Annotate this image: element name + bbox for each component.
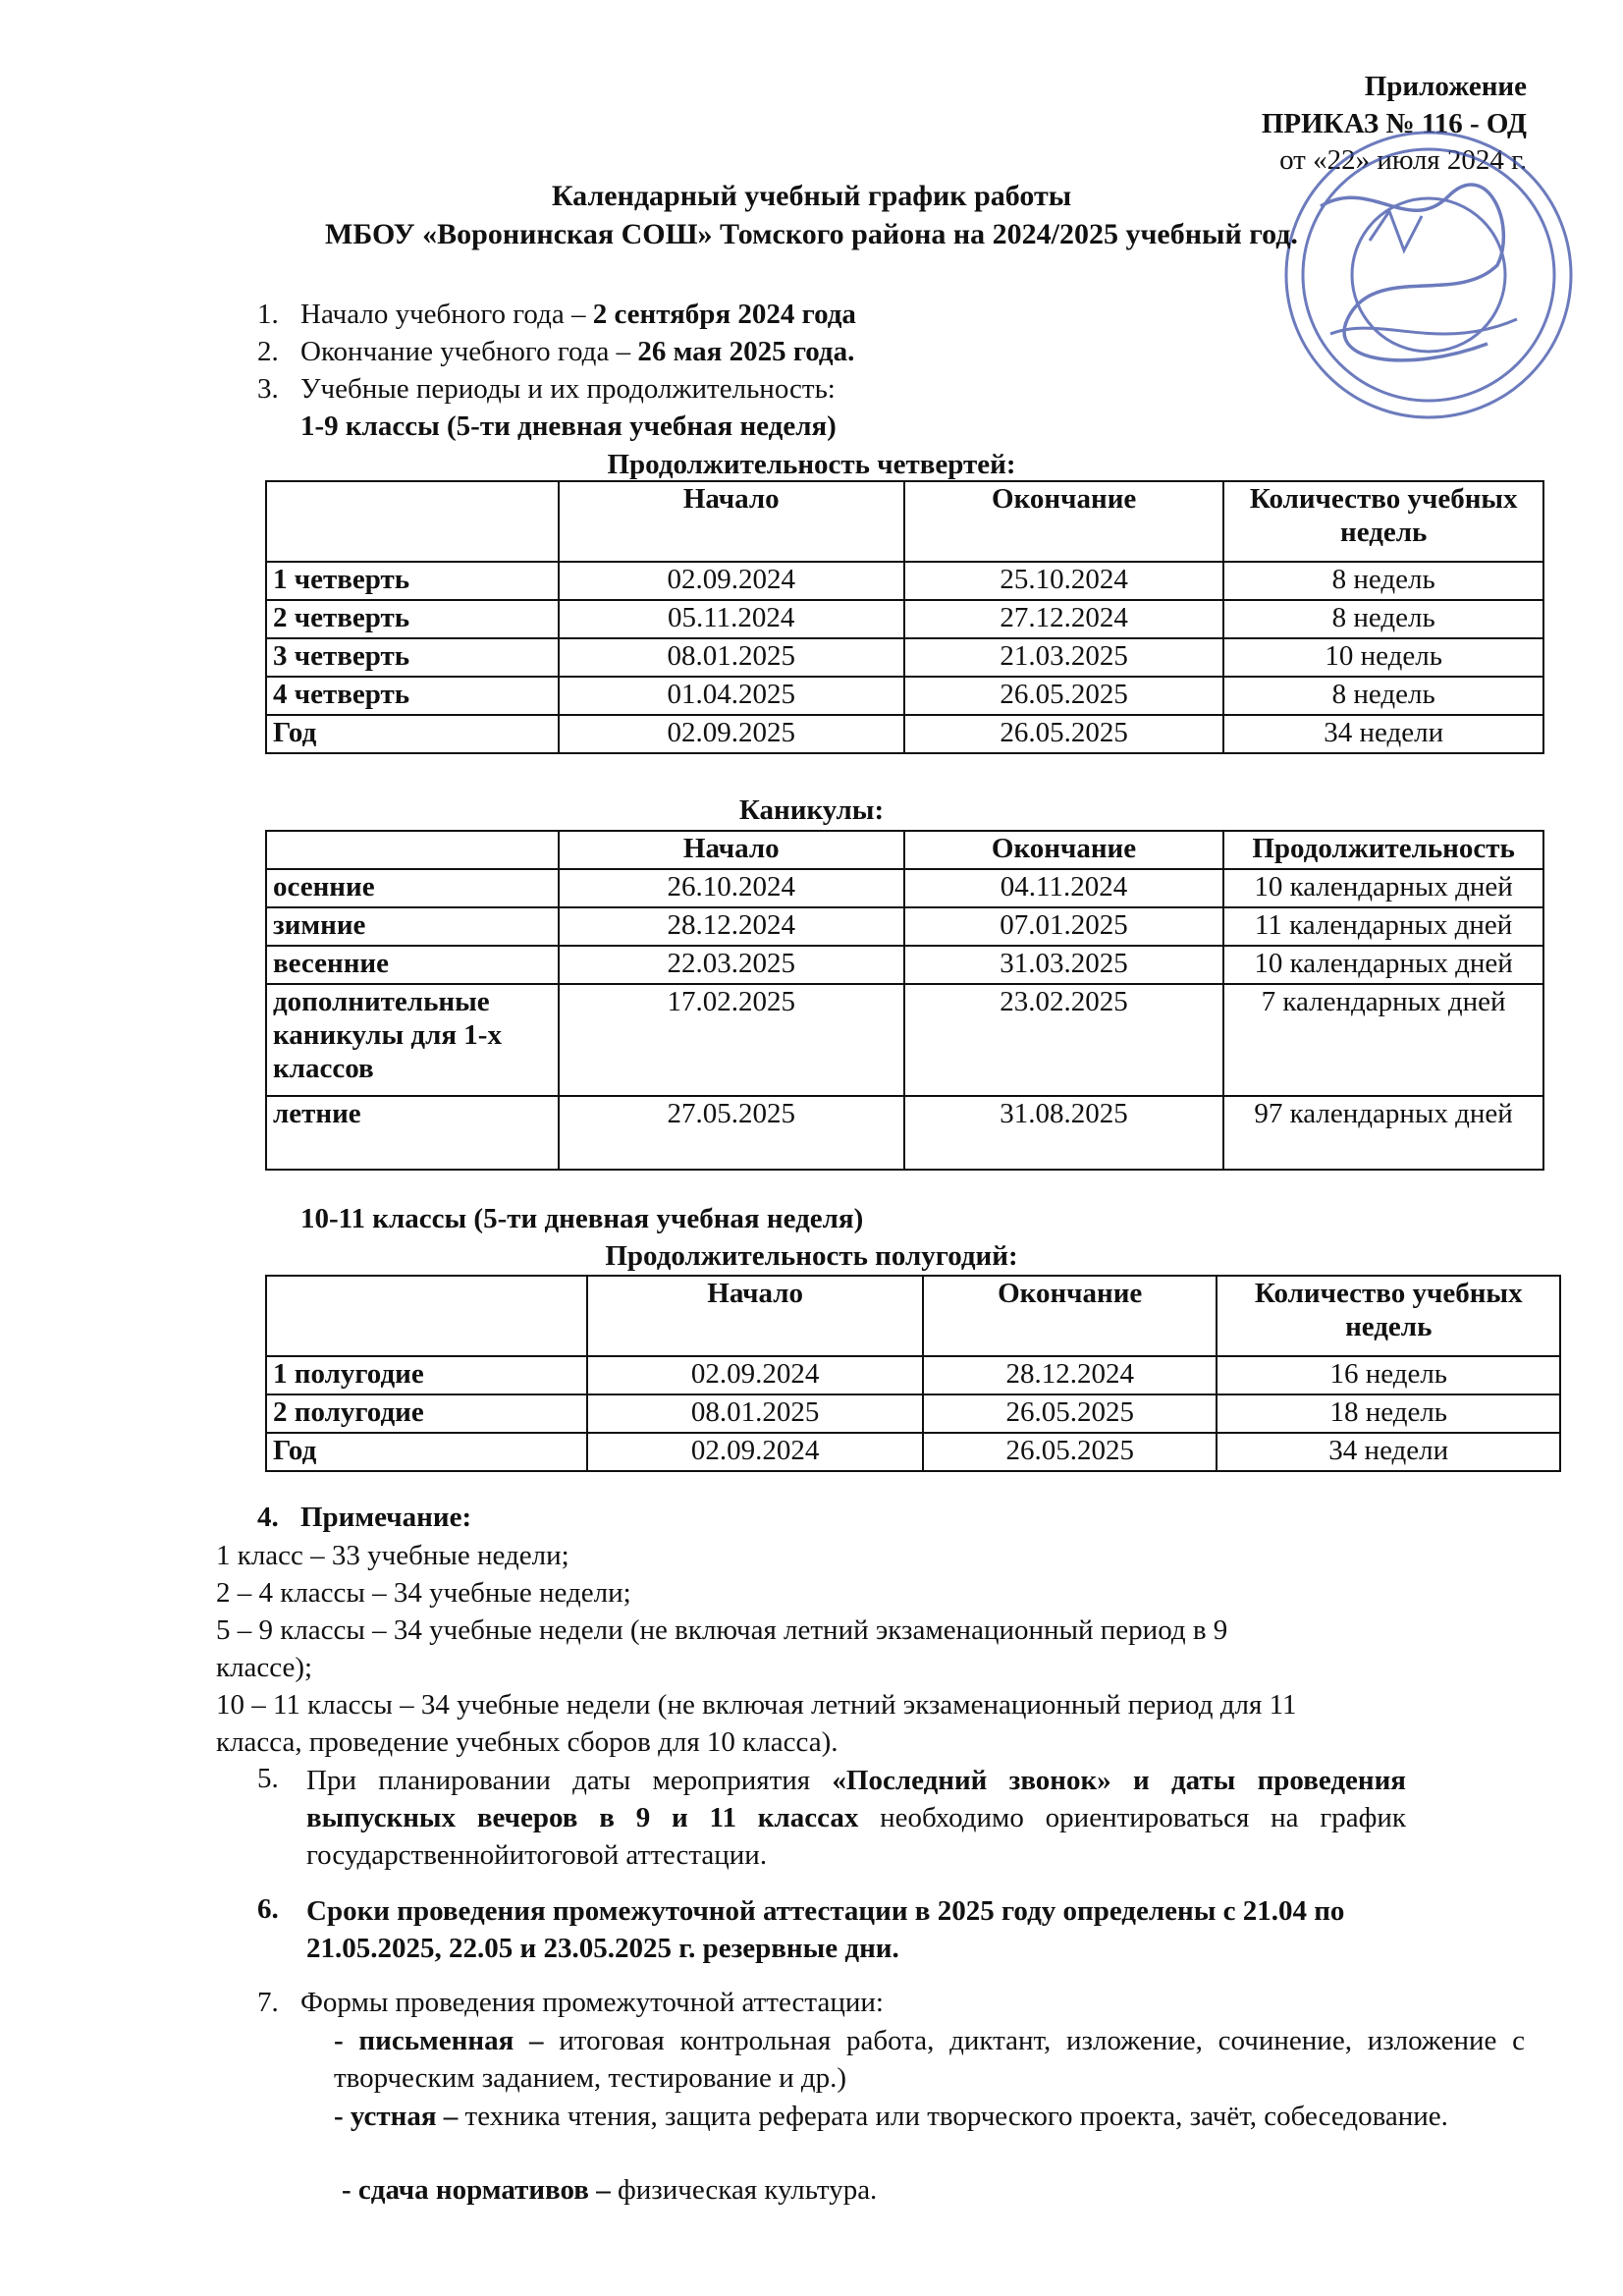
- item-3-number: 3.: [257, 373, 279, 405]
- table-row: [266, 1433, 1560, 1471]
- table-row: [266, 1394, 1560, 1433]
- table-cell: 02.09.2024: [587, 1356, 922, 1394]
- table-row: [266, 677, 1543, 715]
- table-cell: 8 недель: [1223, 562, 1543, 600]
- table-cell: 3 четверть: [266, 638, 559, 677]
- form-oral-desc: техника чтения, защита реферата или творческого проекта, зачёт, собеседование.: [458, 2101, 1448, 2132]
- item-5-lead: При планировании даты мероприятия: [306, 1765, 833, 1796]
- table-cell: 08.01.2025: [559, 638, 904, 677]
- table-cell: 17.02.2025: [559, 984, 904, 1096]
- item-1: [257, 298, 856, 332]
- table-row: [266, 1356, 1560, 1394]
- table-cell: 4 четверть: [266, 677, 559, 715]
- table-cell: зимние: [266, 907, 559, 946]
- table-header-row: [266, 831, 1543, 869]
- table-cell: 28.12.2024: [923, 1356, 1217, 1394]
- table-cell: 2 четверть: [266, 600, 559, 638]
- table-cell: осенние: [266, 869, 559, 907]
- note-line: класса, проведение учебных сборов для 10 класса).: [216, 1726, 839, 1758]
- table-row: [266, 907, 1543, 946]
- item-2: [257, 335, 854, 369]
- table-cell: 25.10.2024: [904, 562, 1224, 600]
- document-title: [0, 177, 1623, 253]
- item-4-number: 4.: [257, 1502, 279, 1533]
- table-header-row: [266, 481, 1543, 562]
- senior-classes-heading: 10-11 классы (5-ти дневная учебная неделя): [300, 1203, 864, 1234]
- holidays-table: [265, 830, 1544, 1171]
- table-cell: 26.05.2025: [923, 1394, 1217, 1433]
- assessment-form-oral: [334, 2098, 1525, 2135]
- table-cell: 26.05.2025: [904, 715, 1224, 753]
- form-standards-label: - сдача нормативов –: [342, 2174, 611, 2206]
- item-2-text: Окончание учебного года –: [300, 336, 638, 367]
- table-cell: 1 четверть: [266, 562, 559, 600]
- item-6-text: Сроки проведения промежуточной аттестации в 2025 году определены с 21.04 по 21.05.2025, 22.05 и 23.05.2025 г. резервные дни.: [306, 1895, 1345, 1964]
- item-5-events: «Последний звонок» и даты проведения выпускных вечеров в 9 и 11 классах: [306, 1765, 1406, 1833]
- form-oral-label: - устная –: [334, 2101, 459, 2132]
- item-6-number: 6.: [257, 1893, 279, 1925]
- order-number: ПРИКАЗ № 116 - ОД: [1261, 107, 1527, 139]
- note-body: [216, 1537, 1297, 1761]
- table-header-row: [266, 1276, 1560, 1356]
- table-cell: 7 календарных дней: [1223, 984, 1543, 1096]
- table-row: [266, 1096, 1543, 1170]
- semesters-caption: Продолжительность полугодий:: [605, 1240, 1018, 1272]
- appendix-label: Приложение: [1364, 71, 1527, 102]
- item-7: [257, 1986, 884, 2020]
- assessment-form-standards: [342, 2173, 877, 2208]
- note-line: 1 класс – 33 учебные недели;: [216, 1540, 569, 1571]
- table-cell: 18 недель: [1217, 1394, 1560, 1433]
- school-seal-stamp: [1262, 118, 1576, 432]
- item-1-number: 1.: [257, 299, 279, 330]
- table-row: [266, 946, 1543, 984]
- table-cell: 08.01.2025: [587, 1394, 922, 1433]
- table-cell: летние: [266, 1096, 559, 1170]
- form-written-desc: итоговая контрольная работа, диктант, изложение, сочинение, изложение с творческим заданием, тестирование и др.): [334, 2025, 1525, 2094]
- table-header: Начало: [559, 831, 904, 869]
- item-5-text: [306, 1762, 1406, 1874]
- table-row: [266, 600, 1543, 638]
- table-cell: 34 недели: [1223, 715, 1543, 753]
- quarters-caption: Продолжительность четвертей:: [607, 449, 1016, 480]
- table-header: Продолжительность: [1223, 831, 1543, 869]
- table-cell: 26.05.2025: [923, 1433, 1217, 1471]
- note-line: классе);: [216, 1652, 313, 1683]
- item-3: [257, 372, 836, 407]
- item-7-text: Формы проведения промежуточной аттестации:: [300, 1987, 884, 2018]
- table-row: [266, 638, 1543, 677]
- table-cell: 26.05.2025: [904, 677, 1224, 715]
- table-cell: Год: [266, 715, 559, 753]
- table-row: [266, 562, 1543, 600]
- table-header: Начало: [559, 481, 904, 562]
- table-cell: 2 полугодие: [266, 1394, 587, 1433]
- table-cell: 10 недель: [1223, 638, 1543, 677]
- table-cell: 28.12.2024: [559, 907, 904, 946]
- table-cell: 31.08.2025: [904, 1096, 1223, 1170]
- table-cell: Год: [266, 1433, 587, 1471]
- item-2-date: 26 мая 2025 года.: [637, 336, 855, 367]
- table-cell: 07.01.2025: [904, 907, 1223, 946]
- table-header: Окончание: [904, 831, 1223, 869]
- table-row: [266, 869, 1543, 907]
- semesters-table: [265, 1275, 1561, 1472]
- item-3-text: Учебные периоды и их продолжительность:: [300, 373, 836, 405]
- item-7-number: 7.: [257, 1987, 279, 2018]
- item-5-number: 5.: [257, 1763, 279, 1794]
- table-header: [266, 1276, 587, 1356]
- holidays-caption: Каникулы:: [738, 794, 885, 826]
- table-cell: 8 недель: [1223, 677, 1543, 715]
- item-5-tail: необходимо ориентироваться на график государственнойитоговой аттестации.: [306, 1802, 1406, 1871]
- title-line-1: Календарный учебный график работы: [551, 180, 1072, 212]
- table-cell: 01.04.2025: [559, 677, 904, 715]
- table-header: Окончание: [923, 1276, 1217, 1356]
- table-cell: 34 недели: [1217, 1433, 1560, 1471]
- note-line: 2 – 4 классы – 34 учебные недели;: [216, 1577, 631, 1609]
- table-cell: 10 календарных дней: [1223, 946, 1543, 984]
- table-cell: 02.09.2025: [559, 715, 904, 753]
- table-cell: 16 недель: [1217, 1356, 1560, 1394]
- item-2-number: 2.: [257, 336, 279, 367]
- table-cell: 1 полугодие: [266, 1356, 587, 1394]
- order-date: от «22» июля 2024 г.: [1279, 144, 1527, 177]
- table-cell: 27.05.2025: [559, 1096, 904, 1170]
- note-line: 10 – 11 классы – 34 учебные недели (не включая летний экзаменационный период для 11: [216, 1689, 1297, 1721]
- table-header: Окончание: [904, 481, 1224, 562]
- item-1-date: 2 сентября 2024 года: [592, 299, 856, 330]
- table-header: [266, 481, 559, 562]
- table-cell: 97 календарных дней: [1223, 1096, 1543, 1170]
- quarters-table: [265, 480, 1544, 754]
- note-title: Примечание:: [300, 1502, 472, 1533]
- table-header: Количество учебных недель: [1223, 481, 1543, 562]
- table-cell: 04.11.2024: [904, 869, 1223, 907]
- table-cell: 31.03.2025: [904, 946, 1223, 984]
- table-cell: 8 недель: [1223, 600, 1543, 638]
- table-header: Начало: [587, 1276, 922, 1356]
- title-line-2: МБОУ «Воронинская СОШ» Томского района на 2024/2025 учебный год.: [325, 218, 1298, 250]
- table-cell: 23.02.2025: [904, 984, 1223, 1096]
- table-cell: 27.12.2024: [904, 600, 1224, 638]
- table-row: [266, 715, 1543, 753]
- note-heading: [257, 1501, 471, 1535]
- table-header: Количество учебных недель: [1217, 1276, 1560, 1356]
- table-cell: весенние: [266, 946, 559, 984]
- item-1-text: Начало учебного года –: [300, 299, 593, 330]
- form-written-label: - письменная –: [334, 2025, 544, 2056]
- table-cell: 22.03.2025: [559, 946, 904, 984]
- table-cell: 21.03.2025: [904, 638, 1224, 677]
- junior-classes-heading: 1-9 классы (5-ти дневная учебная неделя): [300, 410, 837, 442]
- table-cell: 02.09.2024: [587, 1433, 922, 1471]
- table-cell: дополнительные каникулы для 1-х классов: [266, 984, 559, 1096]
- table-header: [266, 831, 559, 869]
- table-cell: 05.11.2024: [559, 600, 904, 638]
- table-cell: 10 календарных дней: [1223, 869, 1543, 907]
- table-row: [266, 984, 1543, 1096]
- table-cell: 11 календарных дней: [1223, 907, 1543, 946]
- note-line: 5 – 9 классы – 34 учебные недели (не включая летний экзаменационный период в 9: [216, 1614, 1228, 1646]
- table-cell: 02.09.2024: [559, 562, 904, 600]
- table-cell: 26.10.2024: [559, 869, 904, 907]
- form-standards-desc: физическая культура.: [610, 2174, 878, 2206]
- assessment-form-written: [334, 2022, 1525, 2097]
